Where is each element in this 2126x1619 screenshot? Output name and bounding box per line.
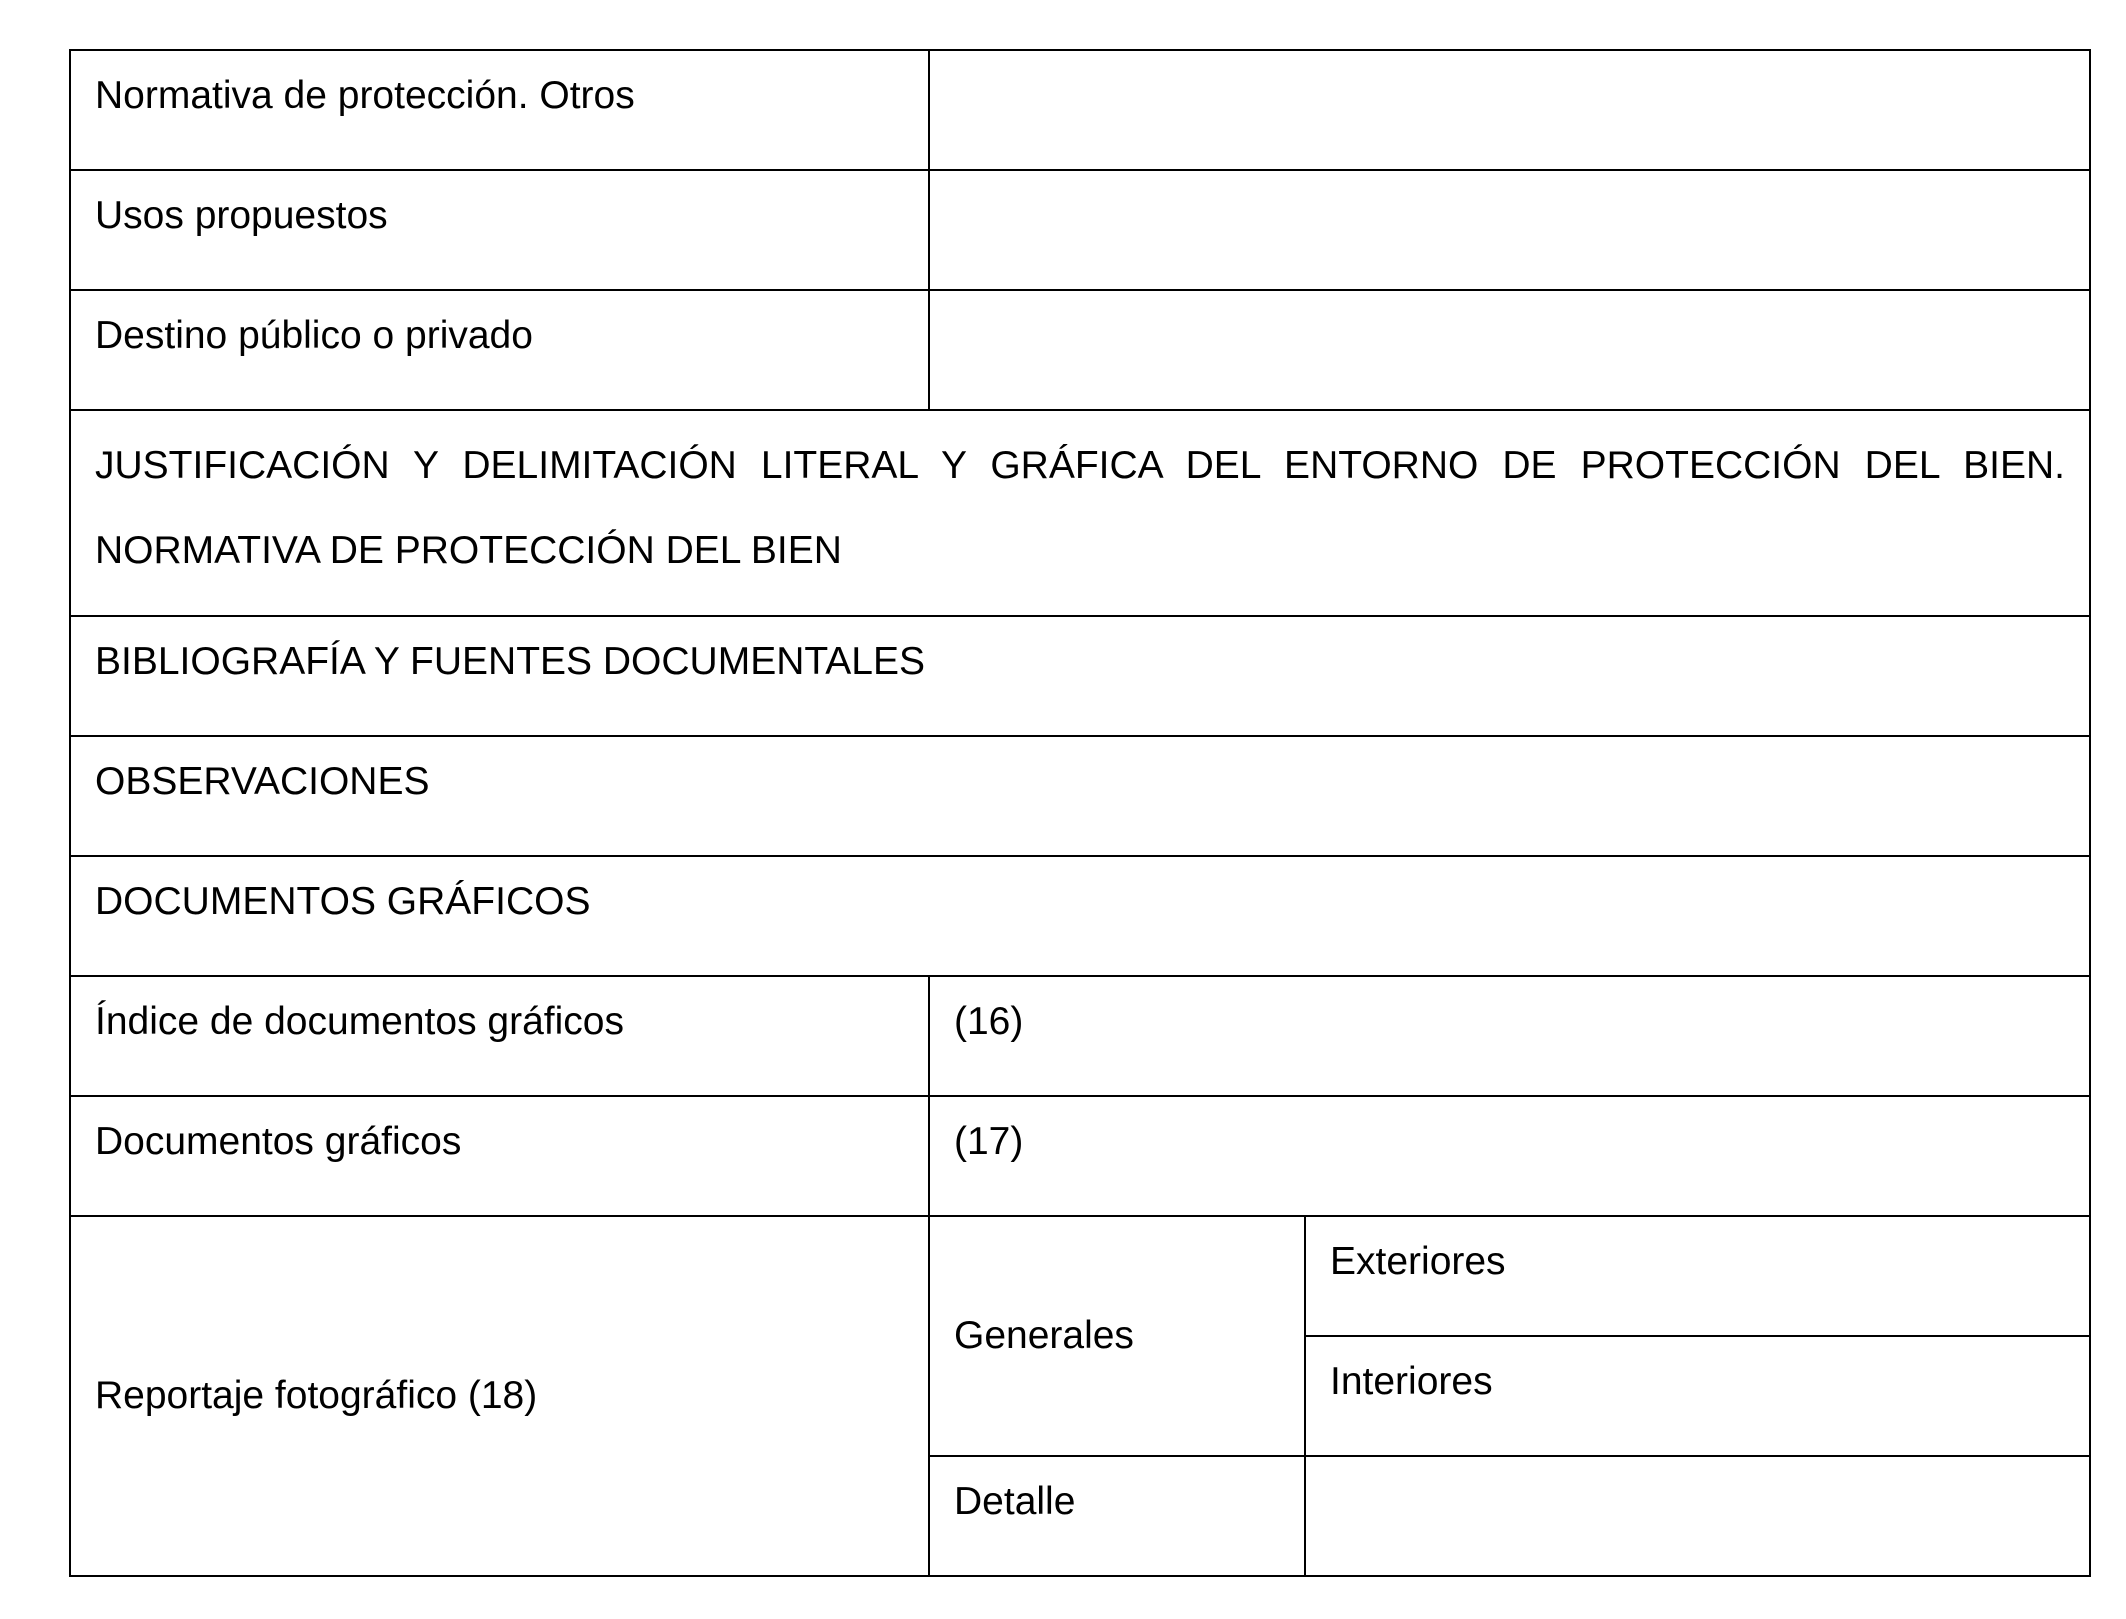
usos-propuestos-value [929,170,2090,290]
justificacion-heading: JUSTIFICACIÓN Y DELIMITACIÓN LITERAL Y GRÁFICA DEL ENTORNO DE PROTECCIÓN DEL BIEN. NORMATIVA DE PROTECCIÓN DEL BIEN [95,444,2065,572]
table-row [70,1216,2090,1336]
table-row [70,50,2090,170]
reportaje-fotografico-label: Reportaje fotográfico (18) [70,1216,929,1576]
normativa-otros-value [929,50,2090,170]
table-row [70,976,2090,1096]
indice-documentos-value: (16) [929,976,2090,1096]
bibliografia-heading: BIBLIOGRAFÍA Y FUENTES DOCUMENTALES [70,616,2090,736]
table-row [70,736,2090,856]
exteriores-label: Exteriores [1305,1216,2090,1336]
table-row [70,856,2090,976]
table-row [70,410,2090,616]
detalle-value [1305,1456,2090,1576]
justificacion-section [70,410,2090,616]
destino-label: Destino público o privado [70,290,929,410]
documentos-graficos-value: (17) [929,1096,2090,1216]
table-row [70,170,2090,290]
documentos-graficos-heading: DOCUMENTOS GRÁFICOS [70,856,2090,976]
generales-label: Generales [929,1216,1305,1456]
detalle-label: Detalle [929,1456,1305,1576]
usos-propuestos-label: Usos propuestos [70,170,929,290]
interiores-label: Interiores [1305,1336,2090,1456]
destino-value [929,290,2090,410]
table-row [70,616,2090,736]
normativa-otros-label: Normativa de protección. Otros [70,50,929,170]
observaciones-heading: OBSERVACIONES [70,736,2090,856]
table-row [70,290,2090,410]
documentos-graficos-label: Documentos gráficos [70,1096,929,1216]
heritage-record-form-table [69,49,2091,1577]
table-row [70,1096,2090,1216]
indice-documentos-label: Índice de documentos gráficos [70,976,929,1096]
